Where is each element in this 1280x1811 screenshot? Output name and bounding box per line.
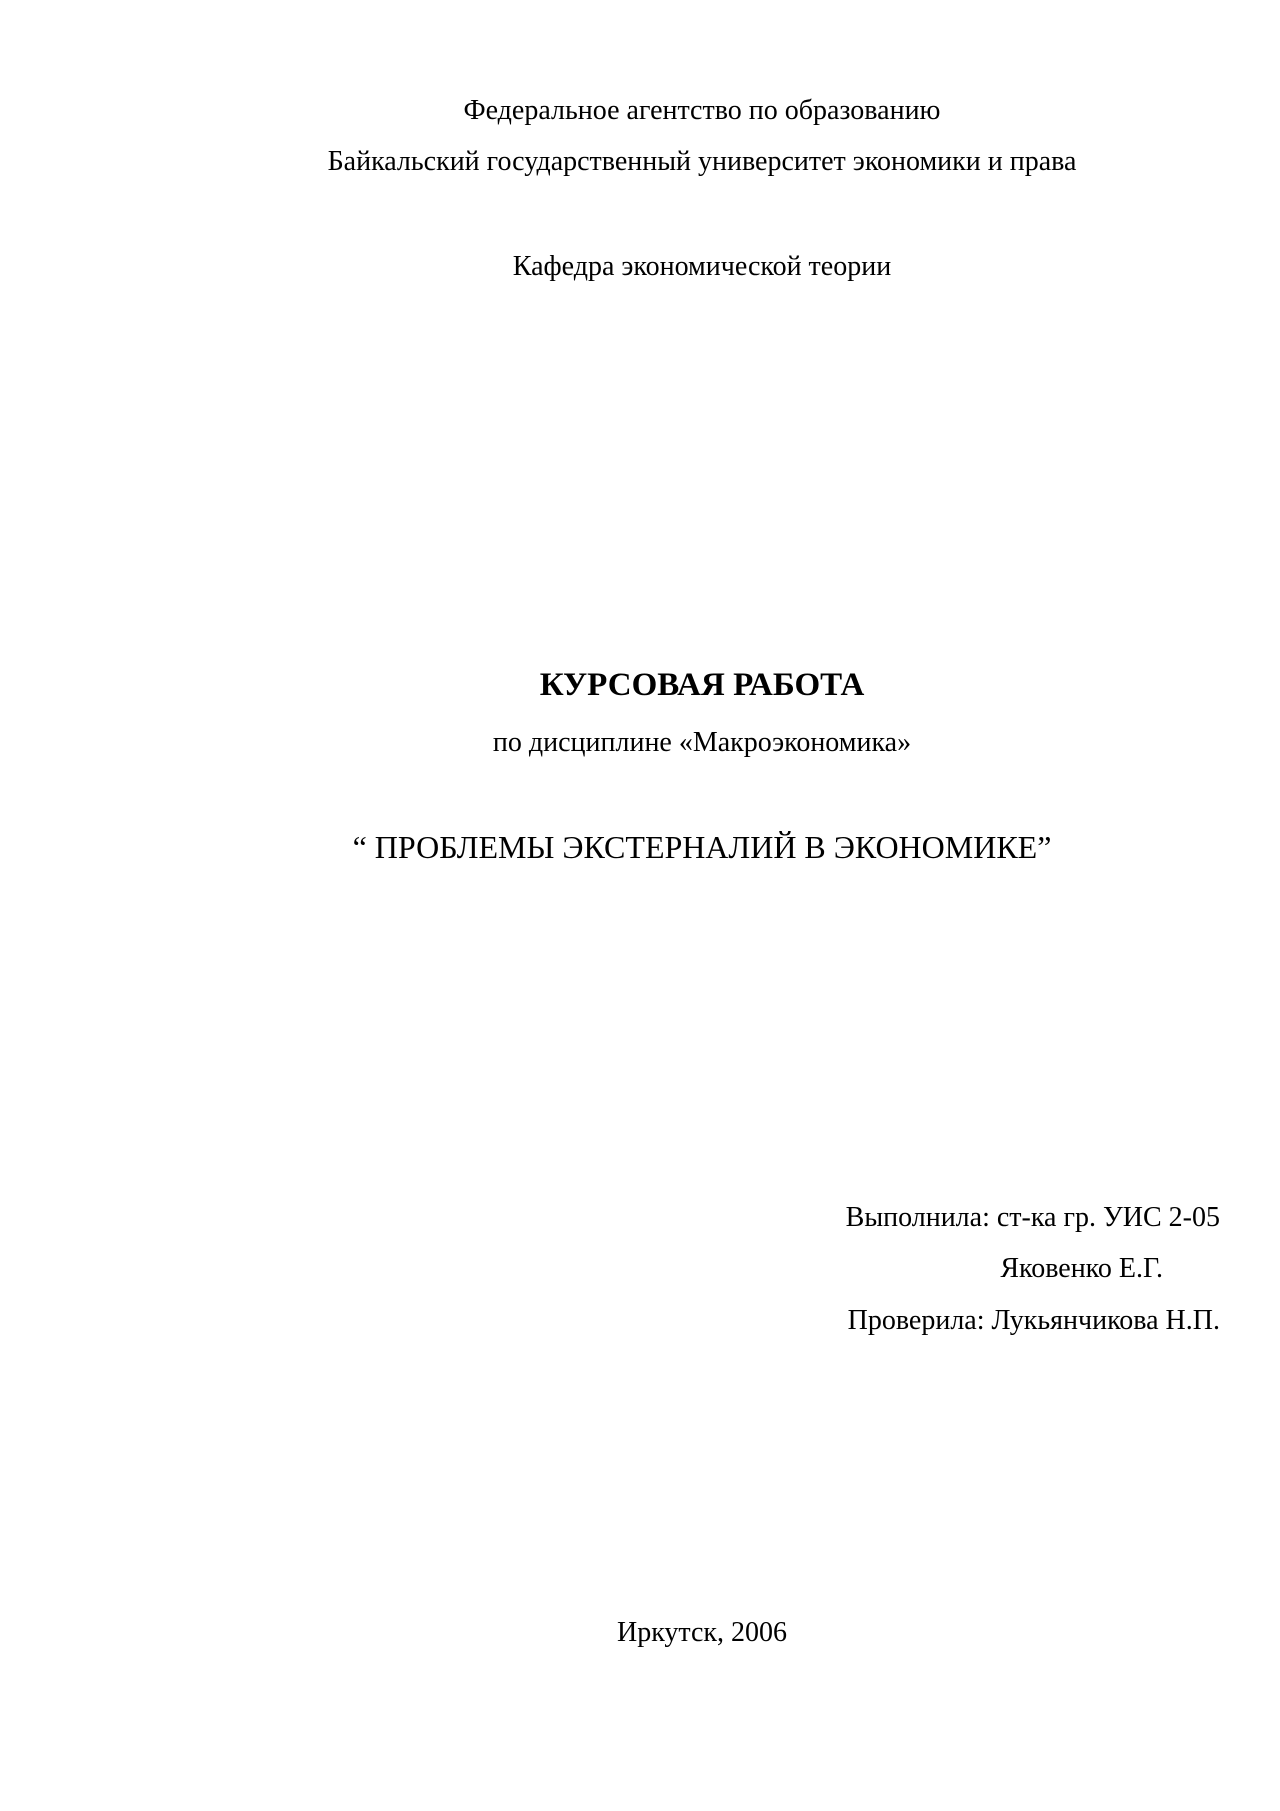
university-name: Байкальский государственный университет экономики и права: [327, 146, 1077, 177]
student-name: Яковенко Е.Г.: [1000, 1253, 1163, 1284]
performed-by-line: Выполнила: ст-ка гр. УИС 2-05: [845, 1202, 1220, 1233]
department-name: Кафедра экономической теории: [512, 251, 892, 282]
topic-title: “ ПРОБЛЕМЫ ЭКСТЕРНАЛИЙ В ЭКОНОМИКЕ”: [352, 829, 1052, 865]
agency-name: Федеральное агентство по образованию: [463, 95, 941, 126]
discipline-line: по дисциплине «Макроэкономика»: [492, 727, 912, 758]
work-type-title: КУРСОВАЯ РАБОТА: [539, 667, 865, 703]
city-year: Иркутск, 2006: [616, 1617, 788, 1648]
checked-by-line: Проверила: Лукьянчикова Н.П.: [847, 1305, 1220, 1336]
